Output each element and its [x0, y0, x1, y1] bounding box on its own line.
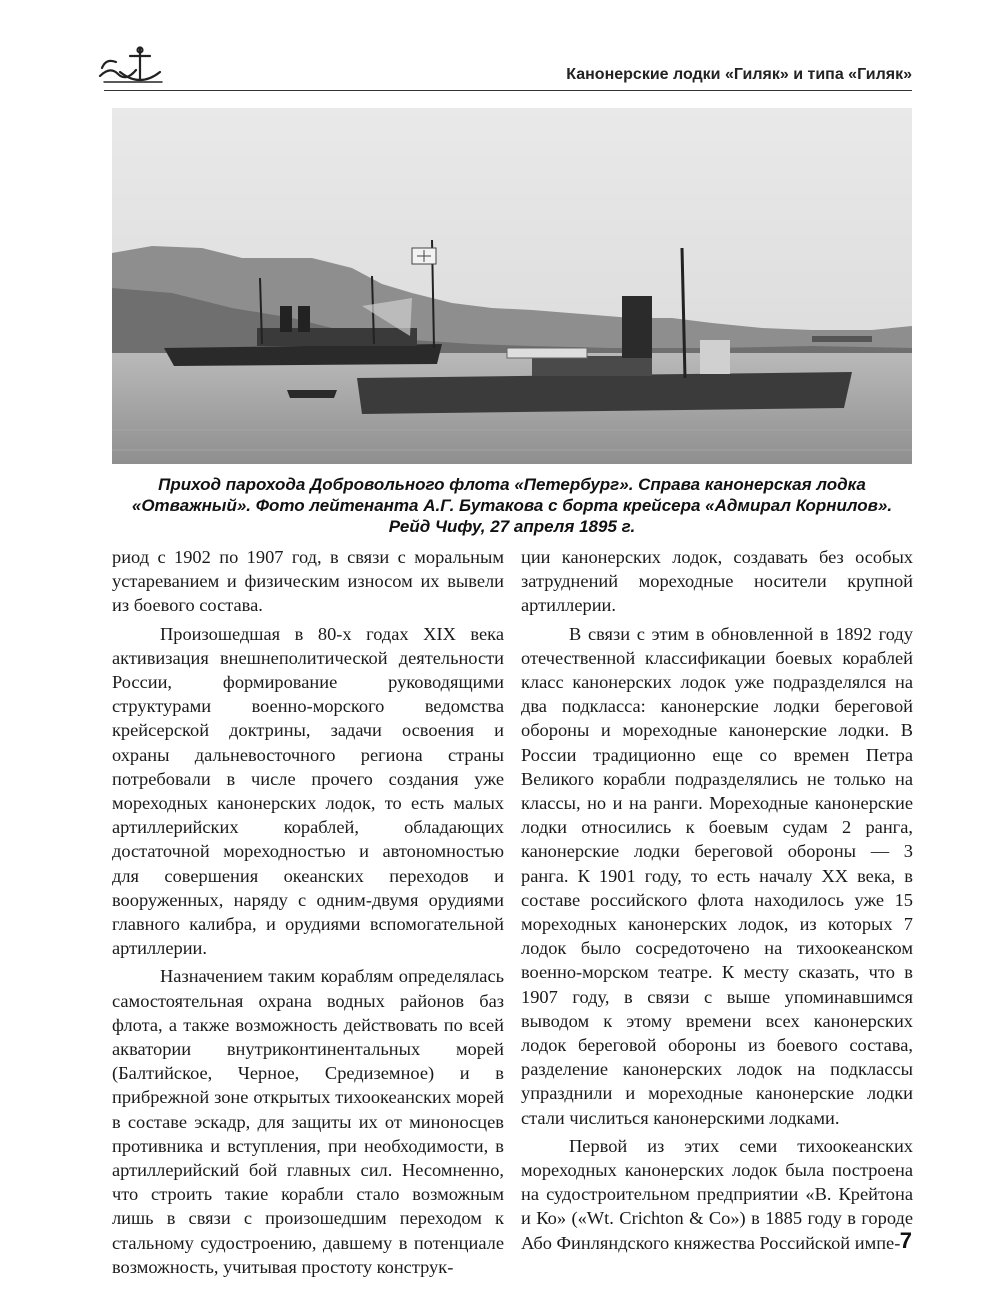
page-number: 7: [899, 1228, 912, 1253]
historic-photo: [112, 108, 912, 464]
caption-line: «Отважный». Фото лейтенанта А.Г. Бутакова с борта крейсера «Адмирал Корнилов».: [131, 496, 893, 515]
paragraph: Первой из этих семи тихоокеанских мореходных канонерских лодок была построена на судостроительном предприятии «В. Крейтона и Ко» («Wt. Crichton & Co») в 1885 году в городе Або Финляндского княжества Российской импе-: [521, 1135, 913, 1253]
paragraph: В связи с этим в обновленной в 1892 году отечественной классификации боевых кораблей класс канонерских лодок уже подразделялся на два подкласса: канонерские лодки береговой обороны и мореходные канонерские лодки. В России традиционно еще со времен Петра Великого корабли подразделялись не только на классы, но и на ранги. Мореходные канонерские лодки относились к боевым судам 2 ранга, канонерские лодки береговой обороны — 3 ранга. К 1901 году, то есть началу XX века, в составе российского флота находилось уже 15 мореходных канонерских лодок, из которых 7 лодок было сосредоточено на тихоокеанском военно-морском театре. К месту сказать, что в 1907 году, в связи с выше упоминавшимся выводом к этому времени всех канонерских лодок береговой обороны из боевого состава, разделение канонерских лодок на подклассы упразднили и мореходные канонерские лодки стали числиться канонерскими лодками.: [521, 623, 913, 1128]
left-column: [112, 545, 504, 1279]
anchor-icon: [96, 44, 168, 88]
paragraph: Произошедшая в 80-х годах XIX века активизация внешнеполитической деятельности России, формирование руководящими структурами военно-морского ведомства крейсерской доктрины, задачи освоения и охраны дальневосточного региона страны потребовали в числе прочего создания уже мореходных канонерских лодок, то есть малых артиллерийских кораблей, обладающих достаточной мореходностью и автономностью для совершения океанских переходов и вооруженных, наряду с одним-двумя орудиями главного калибра, и орудиями вспомогательной артиллерии.: [112, 623, 504, 959]
header-rule: [104, 90, 912, 91]
photo-caption: [112, 474, 912, 537]
right-column: [521, 545, 913, 1255]
paragraph: ции канонерских лодок, создавать без особых затруднений мореходные носители крупной артиллерии.: [521, 547, 913, 616]
caption-line: Приход парохода Добровольного флота «Петербург». Справа канонерская лодка: [158, 475, 866, 494]
caption-line: Рейд Чифу, 27 апреля 1895 г.: [388, 517, 636, 536]
paragraph: риод с 1902 по 1907 год, в связи с моральным устареванием и физическим износом их вывели из боевого состава.: [112, 547, 504, 616]
paragraph: Назначением таким кораблям определялась самостоятельная охрана водных районов баз флота, а также возможность действовать по всей акватории внутриконтинентальных морей (Балтийское, Черное, Средиземное) и в прибрежной зоне открытых тихоокеанских морей в составе эскадр, для защиты их от миноносцев противника и вступления, при необходимости, в артиллерийский бой главных сил. Несомненно, что строить такие корабли стало возможным лишь в связи с произошедшим переходом к стальному судостроению, давшему в потенциале возможность, учитывая простоту конструк-: [112, 966, 504, 1277]
running-title: Канонерские лодки «Гиляк» и типа «Гиляк»: [566, 66, 912, 83]
